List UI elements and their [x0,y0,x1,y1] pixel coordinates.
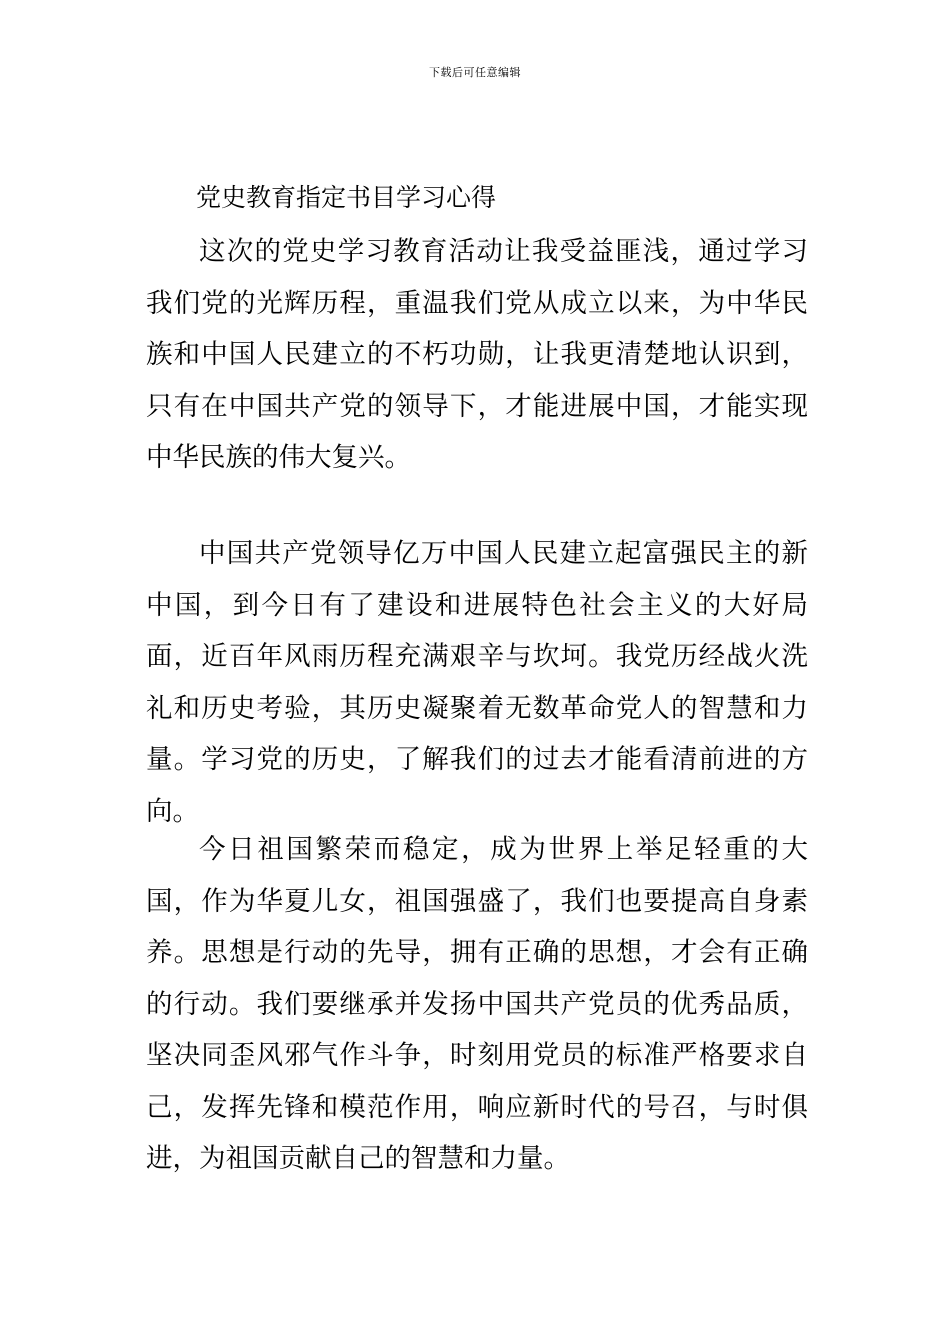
document-title: 党史教育指定书目学习心得 [196,183,497,212]
paragraph-3: 今日祖国繁荣而稳定，成为世界上举足轻重的大国，作为华夏儿女，祖国强盛了，我们也要提高自身素养。思想是行动的先导，拥有正确的思想，才会有正确的行动。我们要继承并发扬中国共产党员的优秀品质，坚决同歪风邪气作斗争，时刻用党员的标准严格要求自己，发挥先锋和模范作用，响应新时代的号召，与时俱进，为祖国贡献自己的智慧和力量。 [146,834,808,1174]
header-note: 下载后可任意编辑 [429,66,521,79]
paragraph-2: 中国共产党领导亿万中国人民建立起富强民主的新中国，到今日有了建设和进展特色社会主义的大好局面，近百年风雨历程充满艰辛与坎坷。我党历经战火洗礼和历史考验，其历史凝聚着无数革命党人的智慧和力量。学习党的历史，了解我们的过去才能看清前进的方向。 [146,538,808,827]
paragraph-1: 这次的党史学习教育活动让我受益匪浅，通过学习我们党的光辉历程，重温我们党从成立以来，为中华民族和中国人民建立的不朽功勋，让我更清楚地认识到，只有在中国共产党的领导下，才能进展中国，才能实现中华民族的伟大复兴。 [146,236,808,473]
